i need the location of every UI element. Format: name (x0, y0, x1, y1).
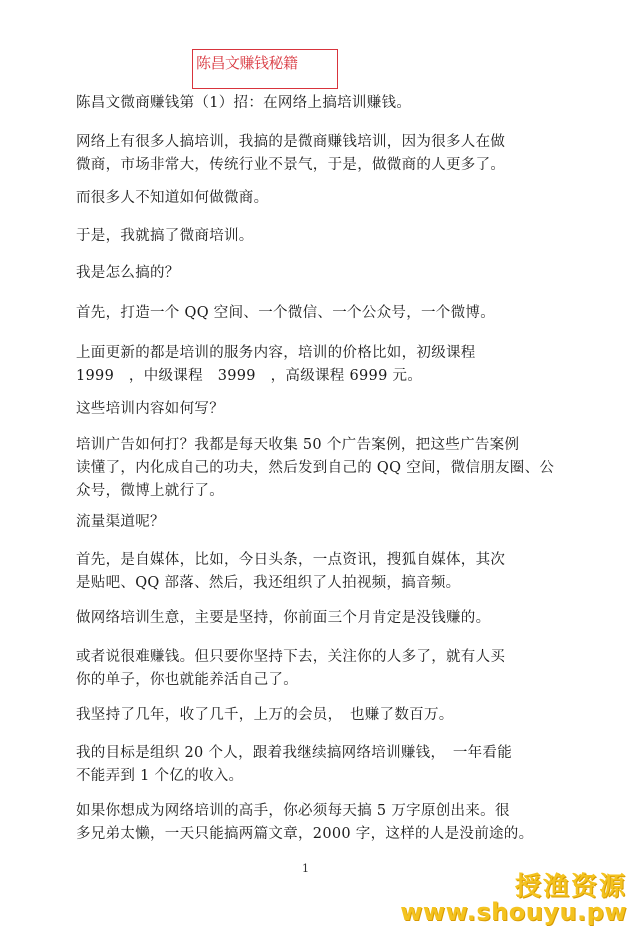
paragraph-2: 网络上有很多人搞培训，我搞的是微商赚钱培训，因为很多人在做 微商，市场非常大，传统行业不景气，于是，做微商的人更多了。 (76, 134, 506, 173)
stamp-box (192, 49, 338, 89)
paragraph-12: 做网络培训生意，主要是坚持，你前面三个月肯定是没钱赚的。 (76, 610, 491, 626)
paragraph-4: 于是，我就搞了微商培训。 (76, 228, 254, 244)
paragraph-3: 而很多人不知道如何做微商。 (76, 190, 269, 206)
paragraph-1: 陈昌文微商赚钱第（1）招：在网络上搞培训赚钱。 (76, 95, 412, 111)
stamp-title: 陈昌文赚钱秘籍 (196, 54, 298, 72)
paragraph-11: 首先，是自媒体，比如，今日头条，一点资讯，搜狐自媒体，其次 是贴吧、QQ 部落、然后，我还组织了人拍视频，搞音频。 (76, 552, 506, 591)
paragraph-14: 我坚持了几年，收了几千，上万的会员， 也赚了数百万。 (76, 707, 454, 723)
paragraph-8: 这些培训内容如何写？ (76, 401, 224, 417)
watermark-url: www.shouyu.pw (400, 898, 627, 926)
paragraph-10: 流量渠道呢？ (76, 514, 165, 530)
watermark-text: 授渔资源 (514, 872, 627, 902)
paragraph-5: 我是怎么搞的？ (76, 265, 180, 281)
paragraph-7: 上面更新的都是培训的服务内容，培训的价格比如，初级课程 1999 ，中级课程 3999 ，高级课程 6999 元。 (76, 345, 476, 384)
paragraph-16: 如果你想成为网络培训的高手，你必须每天搞 5 万字原创出来。很 多兄弟太懒，一天只能搞两篇文章，2000 字，这样的人是没前途的。 (76, 803, 534, 842)
paragraph-9: 培训广告如何打？我都是每天收集 50 个广告案例，把这些广告案例 读懂了，内化成自己的功夫，然后发到自己的 QQ 空间，微信朋友圈、公 众号，微博上就行了。 (76, 437, 555, 499)
paragraph-13: 或者说很难赚钱。但只要你坚持下去，关注你的人多了，就有人买 你的单子，你也就能养活自己了。 (76, 649, 506, 688)
paragraph-6: 首先，打造一个 QQ 空间、一个微信、一个公众号，一个微博。 (76, 305, 495, 321)
paragraph-15: 我的目标是组织 20 个人，跟着我继续搞网络培训赚钱， 一年看能 不能弄到 1 个亿的收入。 (76, 745, 513, 784)
page-number: 1 (302, 862, 309, 875)
